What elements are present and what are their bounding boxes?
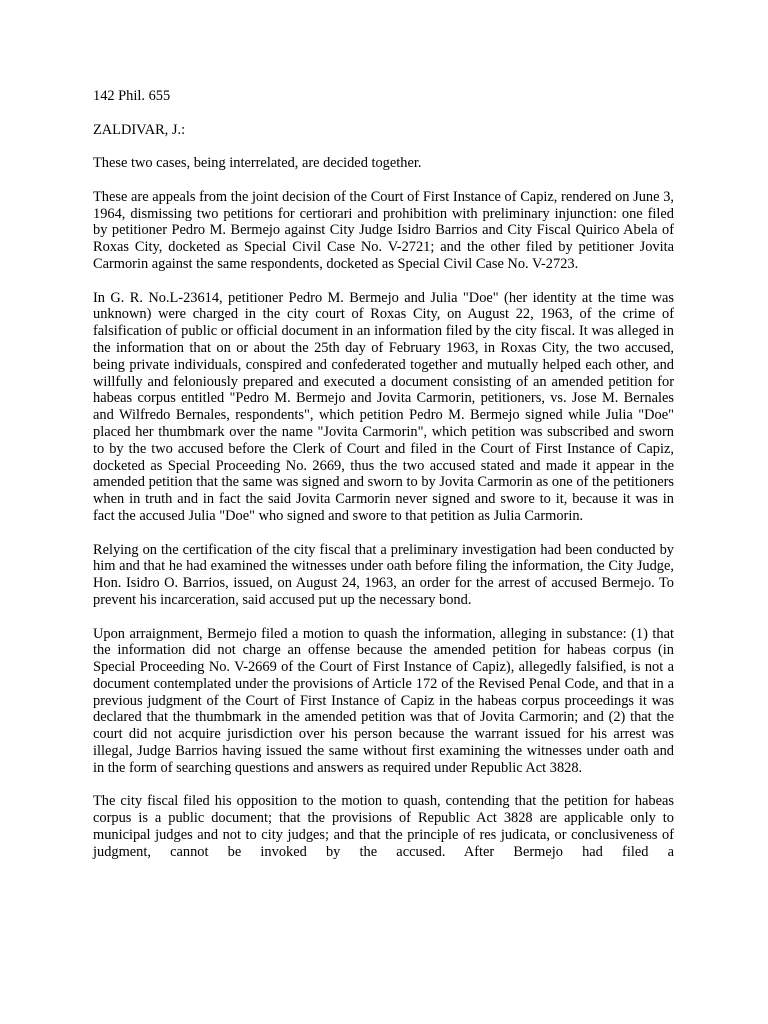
paragraph: These are appeals from the joint decision of the Court of First Instance of Capiz, rendered on June 3, 1964, dismissing two petitions for certiorari and prohibition with preliminary injunction: one filed by petitioner Pedro M. Bermejo against City Judge Isidro Barrios and City Fiscal Quirico Abela of Roxas City, docketed as Special Civil Case No. V-2721; and the other filed by petitioner Jovita Carmorin against the same respondents, docketed as Special Civil Case No. V-2723.: [93, 188, 674, 272]
spacer: [93, 138, 674, 155]
document-page: [93, 88, 674, 861]
paragraph: In G. R. No.L-23614, petitioner Pedro M. Bermejo and Julia "Doe" (her identity at the time was unknown) were charged in the city court of Roxas City, on August 22, 1963, of the crime of falsification of public or official document in an information filed by the city fiscal. It was alleged in the information that on or about the 25th day of February 1963, in Roxas City, the two accused, being private individuals, conspired and confederated together and mutually helped each other, and willfully and feloniously prepared and executed a document consisting of an amended petition for habeas corpus entitled "Pedro M. Bermejo and Jovita Carmorin, petitioners, vs. Jose M. Bernales and Wilfredo Bernales, respondents", which petition Pedro M. Bermejo signed while Julia "Doe" placed her thumbmark over the name "Jovita Carmorin", which petition was subscribed and sworn to by the two accused before the Clerk of Court and filed in the Court of First Instance of Capiz, docketed as Special Proceeding No. 2669, thus the two accused stated and made it appear in the amended petition that the same was signed and sworn to by Jovita Carmorin as one of the petitioners when in truth and in fact the said Jovita Carmorin never signed and swore to it, because it was in fact the accused Julia "Doe" who signed and swore to that petition as Julia Carmorin.: [93, 289, 674, 524]
case-citation: 142 Phil. 655: [93, 88, 171, 104]
paragraph: Relying on the certification of the city fiscal that a preliminary investigation had been conducted by him and that he had examined the witnesses under oath before filing the information, the City Judge, Hon. Isidro O. Barrios, issued, on August 24, 1963, an order for the arrest of accused Bermejo. To prevent his incarceration, said accused put up the necessary bond.: [93, 541, 674, 608]
spacer: [93, 105, 674, 122]
paragraph: These two cases, being interrelated, are decided together.: [93, 155, 422, 172]
paragraph: Upon arraignment, Bermejo filed a motion to quash the information, alleging in substance: (1) that the information did not charge an offense because the amended petition for habeas corpus (in Special Proceeding No. V-2669 of the Court of First Instance of Capiz), allegedly falsified, is not a document contemplated under the provisions of Article 172 of the Revised Penal Code, and that in a previous judgment of the Court of First Instance of Capiz in the habeas corpus proceedings it was declared that the thumbmark in the amended petition was that of Jovita Carmorin; and (2) that the court did not acquire jurisdiction over his person because the warrant issued for his arrest was illegal, Judge Barrios having issued the same without first examining the witnesses under oath and in the form of searching questions and answers as required under Republic Act 3828.: [93, 625, 674, 776]
paragraph: The city fiscal filed his opposition to the motion to quash, contending that the petition for habeas corpus is a public document; that the provisions of Republic Act 3828 are applicable only to municipal judges and not to city judges; and that the principle of res judicata, or conclusiveness of judgment, cannot be invoked by the accused. After Bermejo had filed a: [93, 793, 674, 860]
ponente-heading: ZALDIVAR, J.:: [93, 121, 186, 138]
